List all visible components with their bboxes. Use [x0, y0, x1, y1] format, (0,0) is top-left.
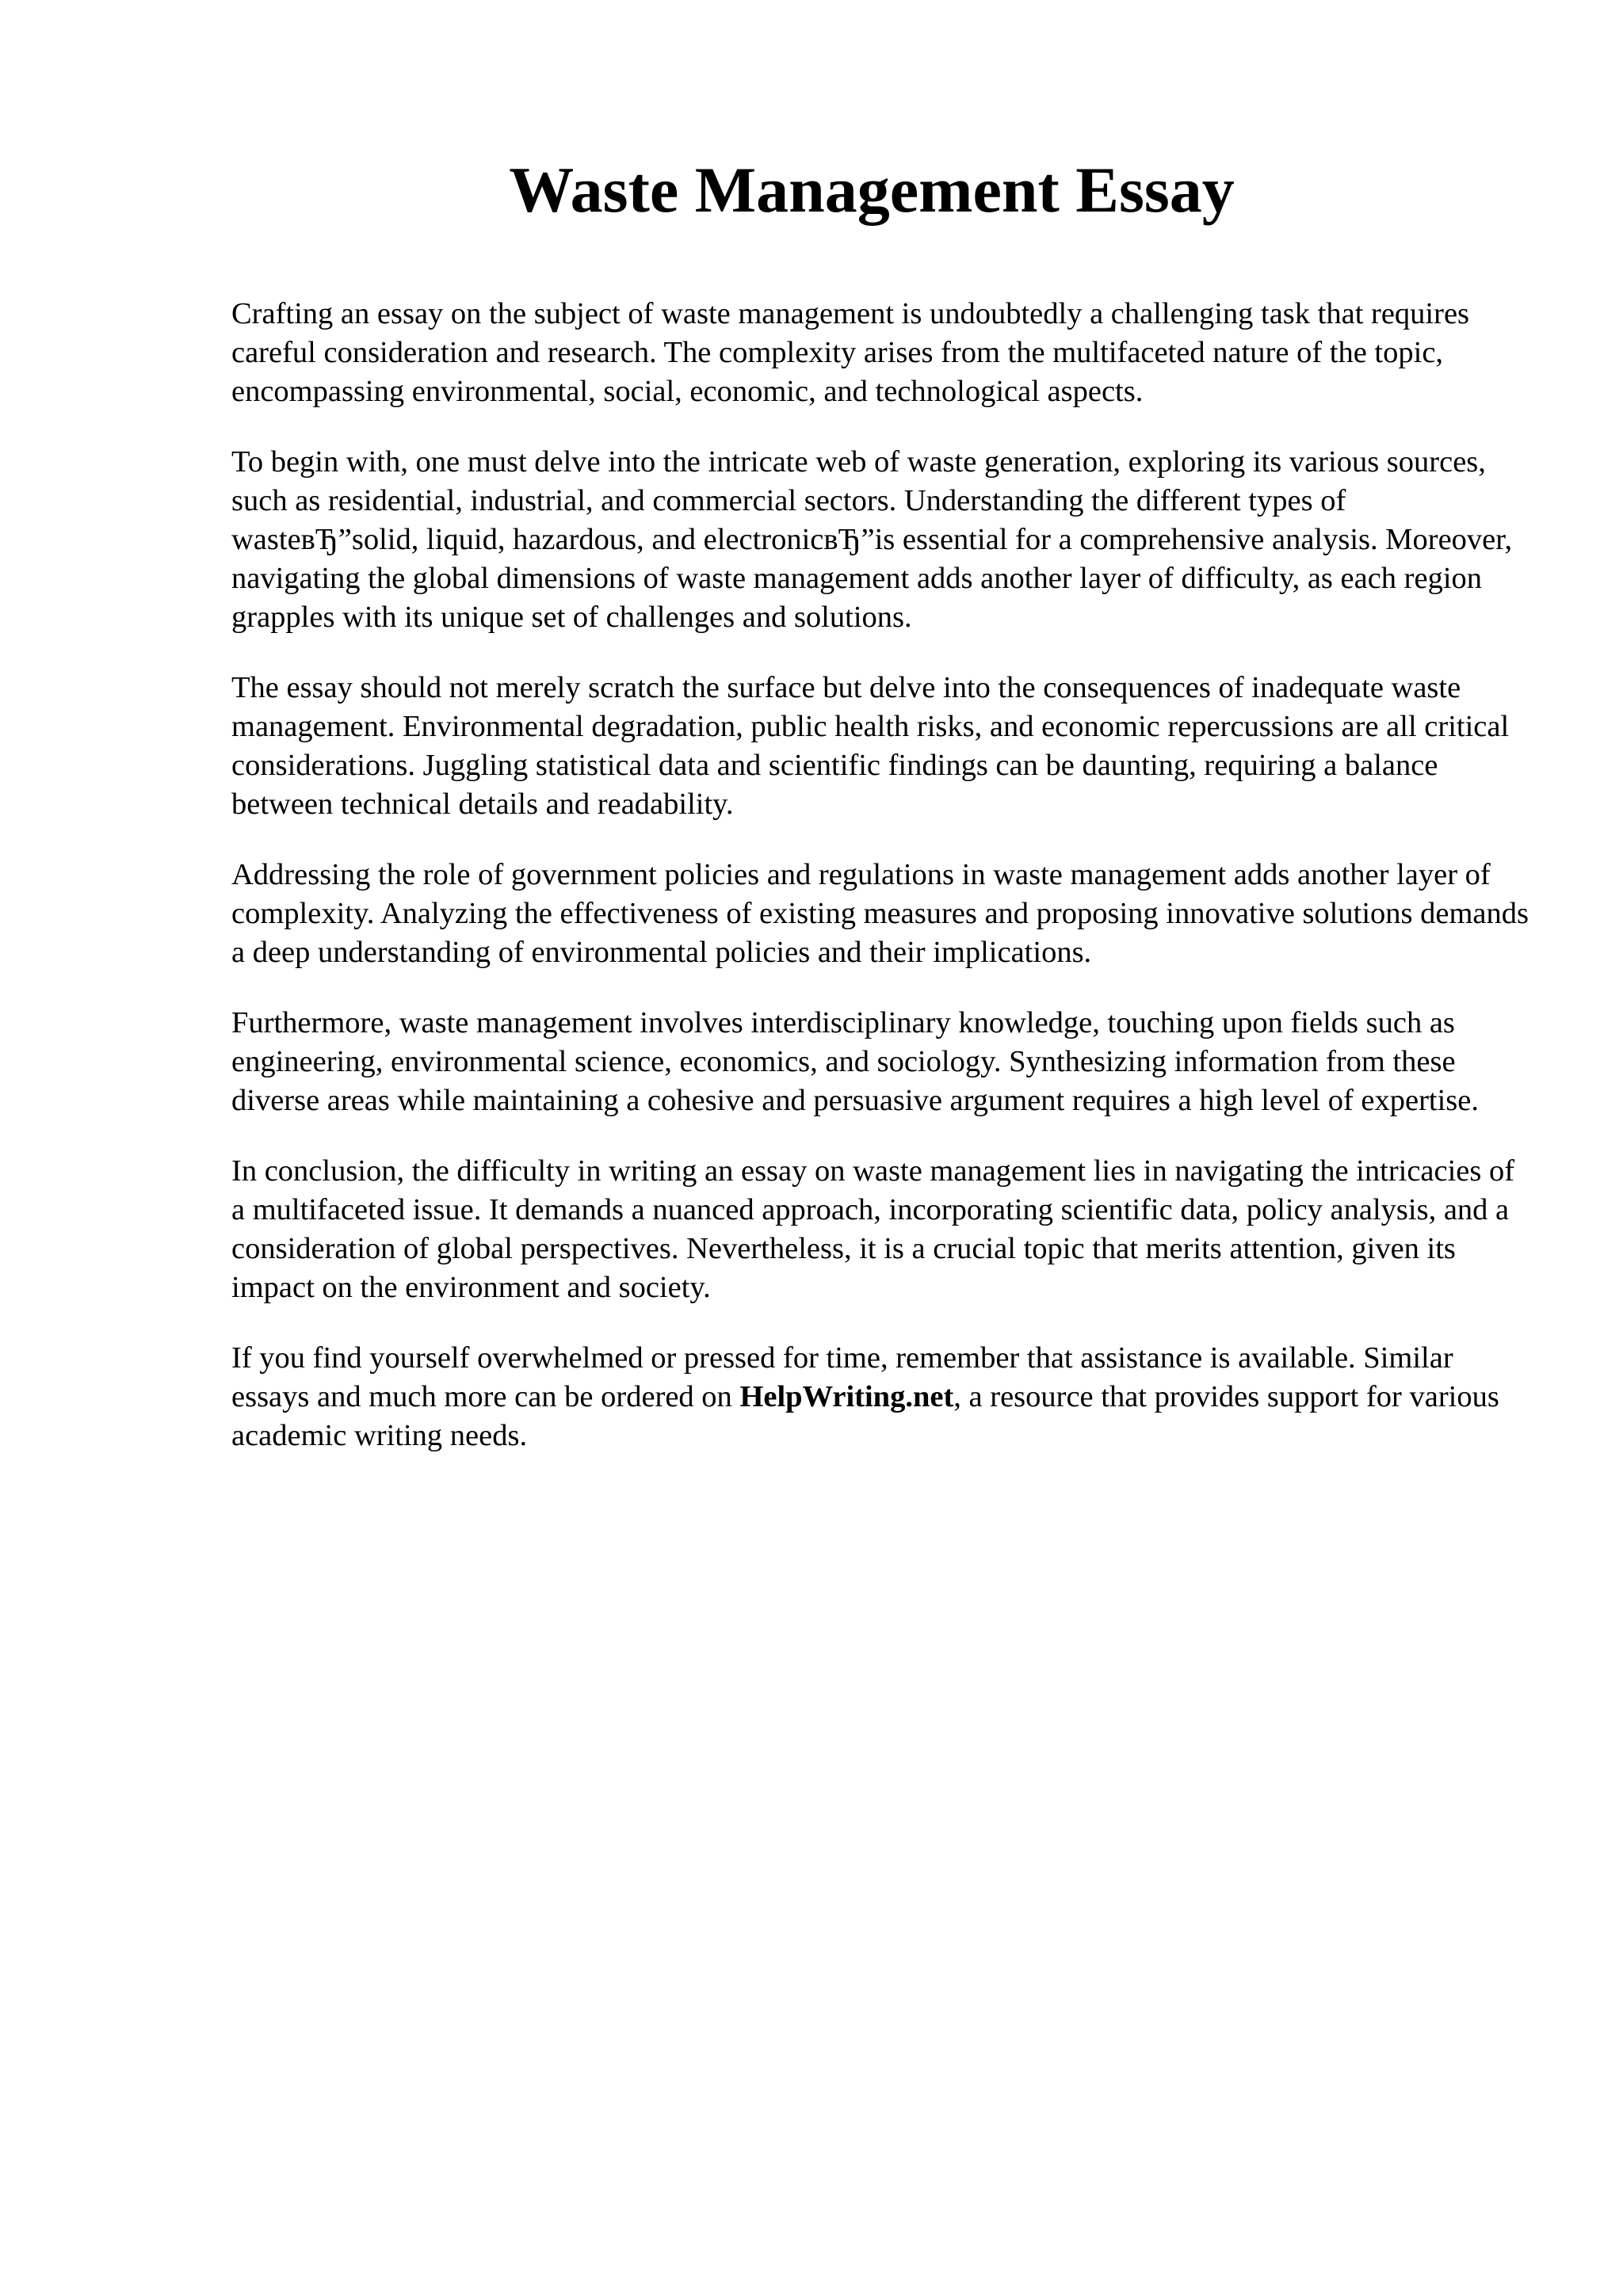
closing-paragraph — [231, 1339, 1531, 1455]
closing-text-end: , a resource that provides support for various academic writing needs. — [231, 1380, 1499, 1452]
paragraph-3: The essay should not merely scratch the surface but delve into the consequences of inadequate waste management. Environmental degradation, public health risks, and economic repercussions are all critical considerations. Juggling statistical data and scientific findings can be daunting, requiring a balance between technical details and readability. — [231, 671, 1510, 821]
page-title: Waste Management Essay — [509, 154, 1235, 226]
paragraph-2: To begin with, one must delve into the intricate web of waste generation, exploring its various sources, such as residential, industrial, and commercial sectors. Understanding the different types of wasteвЂ”solid, liquid, hazardous, and electronicвЂ”is essential for a comprehensive analysis. Moreover, navigating the global dimensions of waste management adds another layer of difficulty, as each region grapples with its unique set of challenges and solutions. — [231, 445, 1513, 634]
paragraph-4: Addressing the role of government policies and regulations in waste management adds another layer of complexity. Analyzing the effectiveness of existing measures and proposing innovative solutions demands a deep understanding of environmental policies and their implications. — [231, 858, 1529, 969]
paragraph-6: In conclusion, the difficulty in writing an essay on waste management lies in navigating the intricacies of a multifaceted issue. It demands a nuanced approach, incorporating scientific data, policy analysis, and a consideration of global perspectives. Nevertheless, it is a crucial topic that merits attention, given its impact on the environment and society. — [231, 1154, 1515, 1304]
paragraph-1: Crafting an essay on the subject of waste management is undoubtedly a challenging task that requires careful consideration and research. The complexity arises from the multifaceted nature of the topic, encompassing environmental, social, economic, and technological aspects. — [231, 297, 1470, 408]
closing-text-start: If you find yourself overwhelmed or pressed for time, remember that assistance is available. Similar essays and much more can be ordered on — [231, 1341, 1453, 1413]
brand-name: HelpWriting.net — [739, 1380, 954, 1413]
essay-body — [231, 295, 1531, 1487]
paragraph-5: Furthermore, waste management involves interdisciplinary knowledge, touching upon fields such as engineering, environmental science, economics, and sociology. Synthesizing information from these diverse areas while maintaining a cohesive and persuasive argument requires a high level of expertise. — [231, 1006, 1480, 1117]
